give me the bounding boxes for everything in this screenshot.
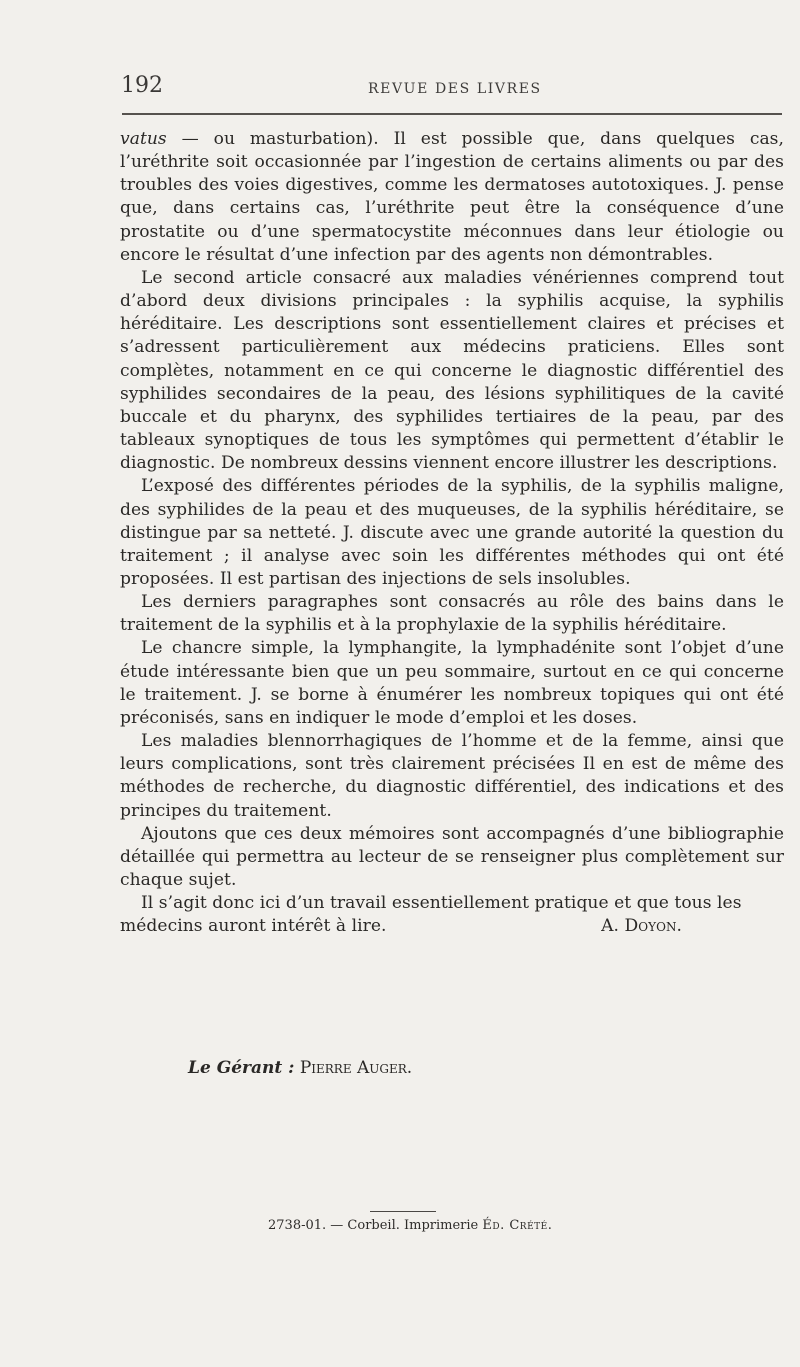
- paragraph-6: Les maladies blennorrhagiques de l’homme et de la femme, ainsi que leurs complications, sont très clairement précisées Il en est de même des méthodes de recherche, du diagnostic différentiel, des indications et des principes du traitement.: [120, 731, 784, 821]
- paragraph-3: L’exposé des différentes périodes de la syphilis, de la syphilis maligne, des syphilides de la peau et des muqueuses, de la syphilis héréditaire, se distingue par sa netteté. J. discute avec une grande autorité la question du traitement ; il analyse avec soin les différentes méthodes qui ont été proposées. Il est partisan des injections de sels insolubles.: [120, 476, 784, 589]
- printer-text: Corbeil. Imprimerie: [347, 1218, 483, 1233]
- signature-initial: A.: [601, 916, 625, 937]
- gerant-line: [188, 1058, 412, 1078]
- printer-code: 2738-01.: [268, 1218, 327, 1233]
- paragraph-4: Les derniers paragraphes sont consacrés au rôle des bains dans le traitement de la syphilis et à la prophylaxie de la syphilis héréditaire.: [120, 592, 784, 636]
- review-body: [120, 128, 784, 938]
- signature: [601, 915, 784, 938]
- header-rule: [122, 113, 782, 115]
- printer-name: Éd. Crété.: [482, 1218, 553, 1233]
- printer-dash: —: [326, 1218, 348, 1233]
- footer-rule: [370, 1211, 436, 1212]
- gerant-label: Le Gérant :: [188, 1058, 295, 1078]
- paragraph-8-line-1: Il s’agit donc ici d’un travail essentiellement pratique et que tous les: [141, 893, 742, 914]
- signature-name: Doyon.: [624, 916, 682, 937]
- paragraph-1-text: — ou masturbation). Il est possible que, dans quelques cas, l’uréthrite soit occasionnée par l’ingestion de certains aliments ou par des troubles des voies digestives, comme les dermatoses autotoxiques. J. pense que, dans certains cas, l’uréthrite peut être la conséquence d’une prostatite ou d’une spermatocystite méconnues dans leur étiologie ou encore le résultat d’une infection par des agents non démontrables.: [120, 129, 784, 265]
- paragraph-8: [120, 892, 784, 915]
- paragraph-8-line-2: médecins auront intérêt à lire.: [120, 916, 387, 937]
- gerant-name: Pierre Auger.: [299, 1058, 413, 1078]
- paragraph-2: Le second article consacré aux maladies vénériennes comprend tout d’abord deux divisions principales : la syphilis acquise, la syphilis héréditaire. Les descriptions sont essentiellement claires et précises et s’adressent particulièrement aux médecins praticiens. Elles sont complètes, notamment en ce qui concerne le diagnostic différentiel des syphilides secondaires de la peau, des lésions syphilitiques de la cavité buccale et du pharynx, des syphilides tertiaires de la peau, par des tableaux synoptiques de tous les symptômes qui permettent d’établir le diagnostic. De nombreux dessins viennent encore illustrer les descriptions.: [120, 267, 784, 474]
- printer-imprint: [268, 1218, 552, 1233]
- closing-line: [120, 915, 784, 938]
- page-number: 192: [121, 73, 163, 98]
- paragraph-5: Le chancre simple, la lymphangite, la lymphadénite sont l’objet d’une étude intéressante bien que un peu sommaire, surtout en ce qui concerne le traitement. J. se borne à énumérer les nombreux topiques qui ont été préconisés, sans en indiquer le mode d’emploi et les doses.: [120, 638, 784, 728]
- running-head: REVUE DES LIVRES: [368, 81, 542, 97]
- italic-word: vatus: [120, 129, 167, 149]
- paragraph-1: [120, 128, 784, 267]
- paragraph-7: Ajoutons que ces deux mémoires sont accompagnés d’une bibliographie détaillée qui permettra au lecteur de se renseigner plus complètement sur chaque sujet.: [120, 823, 784, 890]
